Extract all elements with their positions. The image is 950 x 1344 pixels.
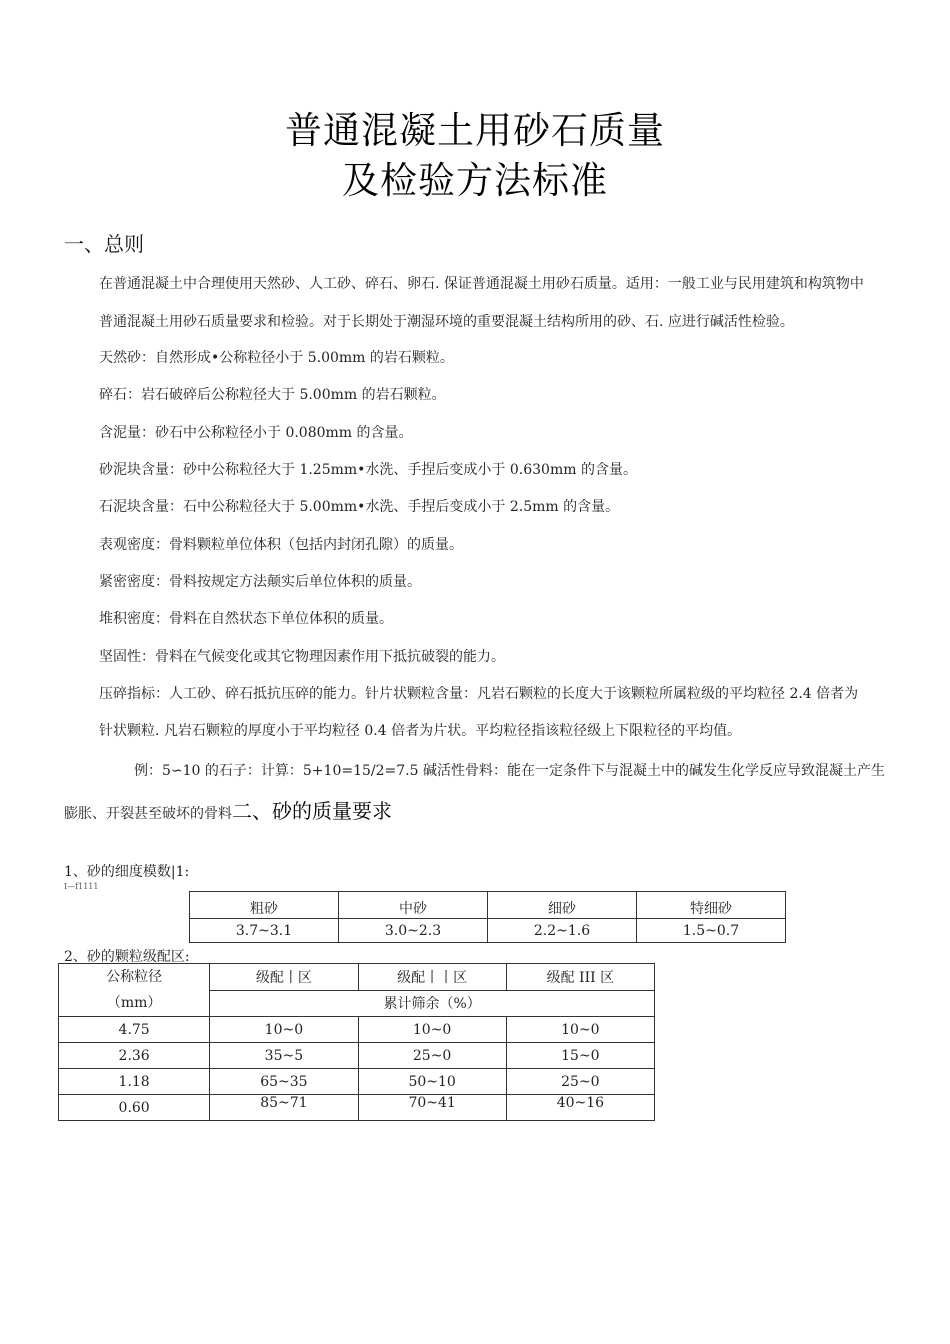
definition-crushing-index: 压碎指标：人工砂、碎石抵抗压碎的能力。针片状颗粒含量：凡岩石颗粒的长度大于该颗粒所属粒级的平均粒径 2.4 倍者为: [99, 686, 859, 702]
fineness-value-row: [190, 919, 786, 943]
table-row: [59, 1017, 655, 1043]
paragraph-1: 在普通混凝土中合理使用天然砂、人工砂、碎石、卵石. 保证普通混凝土用砂石质量。适用：一般工业与民用建筑和构筑物中: [99, 276, 864, 292]
grading-header-zone-3: 级配 III 区: [506, 964, 654, 991]
paragraph-2: 普通混凝土用砂石质量要求和检验。对于长期处于潮湿环境的重要混凝土结构所用的砂、石. 应进行碱活性检验。: [99, 314, 794, 330]
table-row: [59, 1069, 655, 1095]
grading-header-size: [59, 964, 210, 1017]
definition-soundness: 坚固性：骨料在气候变化或其它物理因素作用下抵抗破裂的能力。: [99, 649, 505, 665]
example-paragraph-end-text: 膨胀、开裂甚至破坏的骨料: [64, 806, 232, 822]
grading-cell: 25~0: [358, 1043, 506, 1069]
grading-cell: 2.36: [59, 1043, 210, 1069]
fineness-header-coarse: 粗砂: [190, 892, 339, 919]
definition-crushed-stone: 碎石：岩石破碎后公称粒径大于 5.00mm 的岩石颗粒。: [99, 387, 446, 403]
grading-cell: 25~0: [506, 1069, 654, 1095]
grading-cell: 1.18: [59, 1069, 210, 1095]
section-heading-sand-quality: 二、砂的质量要求: [232, 799, 392, 823]
table-row: [59, 1095, 655, 1121]
definition-sand-clay-lump: 砂泥块含量：砂中公称粒径大于 1.25mm•水洗、手捏后变成小于 0.630mm 的含量。: [99, 462, 637, 478]
grading-header-size-line2: （mm）: [106, 995, 162, 1011]
fineness-header-medium: 中砂: [339, 892, 488, 919]
fineness-value-coarse: 3.7~3.1: [190, 919, 339, 943]
grading-cell: 10~0: [210, 1017, 358, 1043]
grading-cell: 70~41: [358, 1095, 506, 1121]
example-paragraph-end: [64, 795, 392, 824]
grading-cell: 10~0: [358, 1017, 506, 1043]
fineness-value-extra-fine: 1.5~0.7: [637, 919, 786, 943]
example-paragraph: 例：5∽10 的石子：计算：5+10=15/2=7.5 碱活性骨料：能在一定条件下与混凝土中的碱发生化学反应导致混凝土产生: [134, 763, 885, 779]
definition-compact-density: 紧密密度：骨料按规定方法颠实后单位体积的质量。: [99, 574, 421, 590]
definition-natural-sand: 天然砂：自然形成•公称粒径小于 5.00mm 的岩石颗粒。: [99, 350, 454, 366]
grading-header-zone-1: 级配丨区: [210, 964, 358, 991]
grading-cell: 85~71: [210, 1095, 358, 1121]
grading-cell: 50~10: [358, 1069, 506, 1095]
grading-cell: 65~35: [210, 1069, 358, 1095]
grading-header-size-line1: 公称粒径: [106, 969, 163, 985]
grading-table: [58, 963, 655, 1121]
grading-cell: 15~0: [506, 1043, 654, 1069]
fineness-header-extra-fine: 特细砂: [637, 892, 786, 919]
document-title-line-1: 普通混凝土用砂石质量: [285, 109, 665, 152]
fineness-modulus-label: 1、砂的细度模数|1:: [64, 864, 190, 880]
grading-header-row: [59, 964, 655, 991]
grading-cell: 4.75: [59, 1017, 210, 1043]
definition-stone-clay-lump: 石泥块含量：石中公称粒径大于 5.00mm•水洗、手捏后变成小于 2.5mm 的含量。: [99, 499, 620, 515]
section-heading-general: 一、总则: [64, 232, 144, 256]
fineness-header-fine: 细砂: [488, 892, 637, 919]
grading-cell: 35~5: [210, 1043, 358, 1069]
grading-label: 2、砂的颗粒级配区:: [64, 949, 190, 965]
grading-cell: 10~0: [506, 1017, 654, 1043]
definition-needle-particle: 针状颗粒. 凡岩石颗粒的厚度小于平均粒径 0.4 倍者为片状。平均粒径指该粒径级上下限粒径的平均值。: [99, 723, 742, 739]
fineness-value-fine: 2.2~1.6: [488, 919, 637, 943]
definition-mud-content: 含泥量：砂石中公称粒径小于 0.080mm 的含量。: [99, 425, 413, 441]
grading-subheader: 累计筛余（%）: [210, 990, 655, 1017]
fineness-value-medium: 3.0~2.3: [339, 919, 488, 943]
definition-apparent-density: 表观密度：骨料颗粒单位体积（包括内封闭孔隙）的质量。: [99, 537, 463, 553]
grading-header-zone-2: 级配丨丨区: [358, 964, 506, 991]
definition-bulk-density: 堆积密度：骨料在自然状态下单位体积的质量。: [99, 611, 393, 627]
fineness-note: I—f1111: [64, 882, 99, 891]
grading-cell: 0.60: [59, 1095, 210, 1121]
grading-cell: 40~16: [506, 1095, 654, 1121]
fineness-header-row: [190, 892, 786, 919]
document-title-line-2: 及检验方法标准: [342, 159, 608, 202]
fineness-table: [189, 891, 786, 943]
table-row: [59, 1043, 655, 1069]
